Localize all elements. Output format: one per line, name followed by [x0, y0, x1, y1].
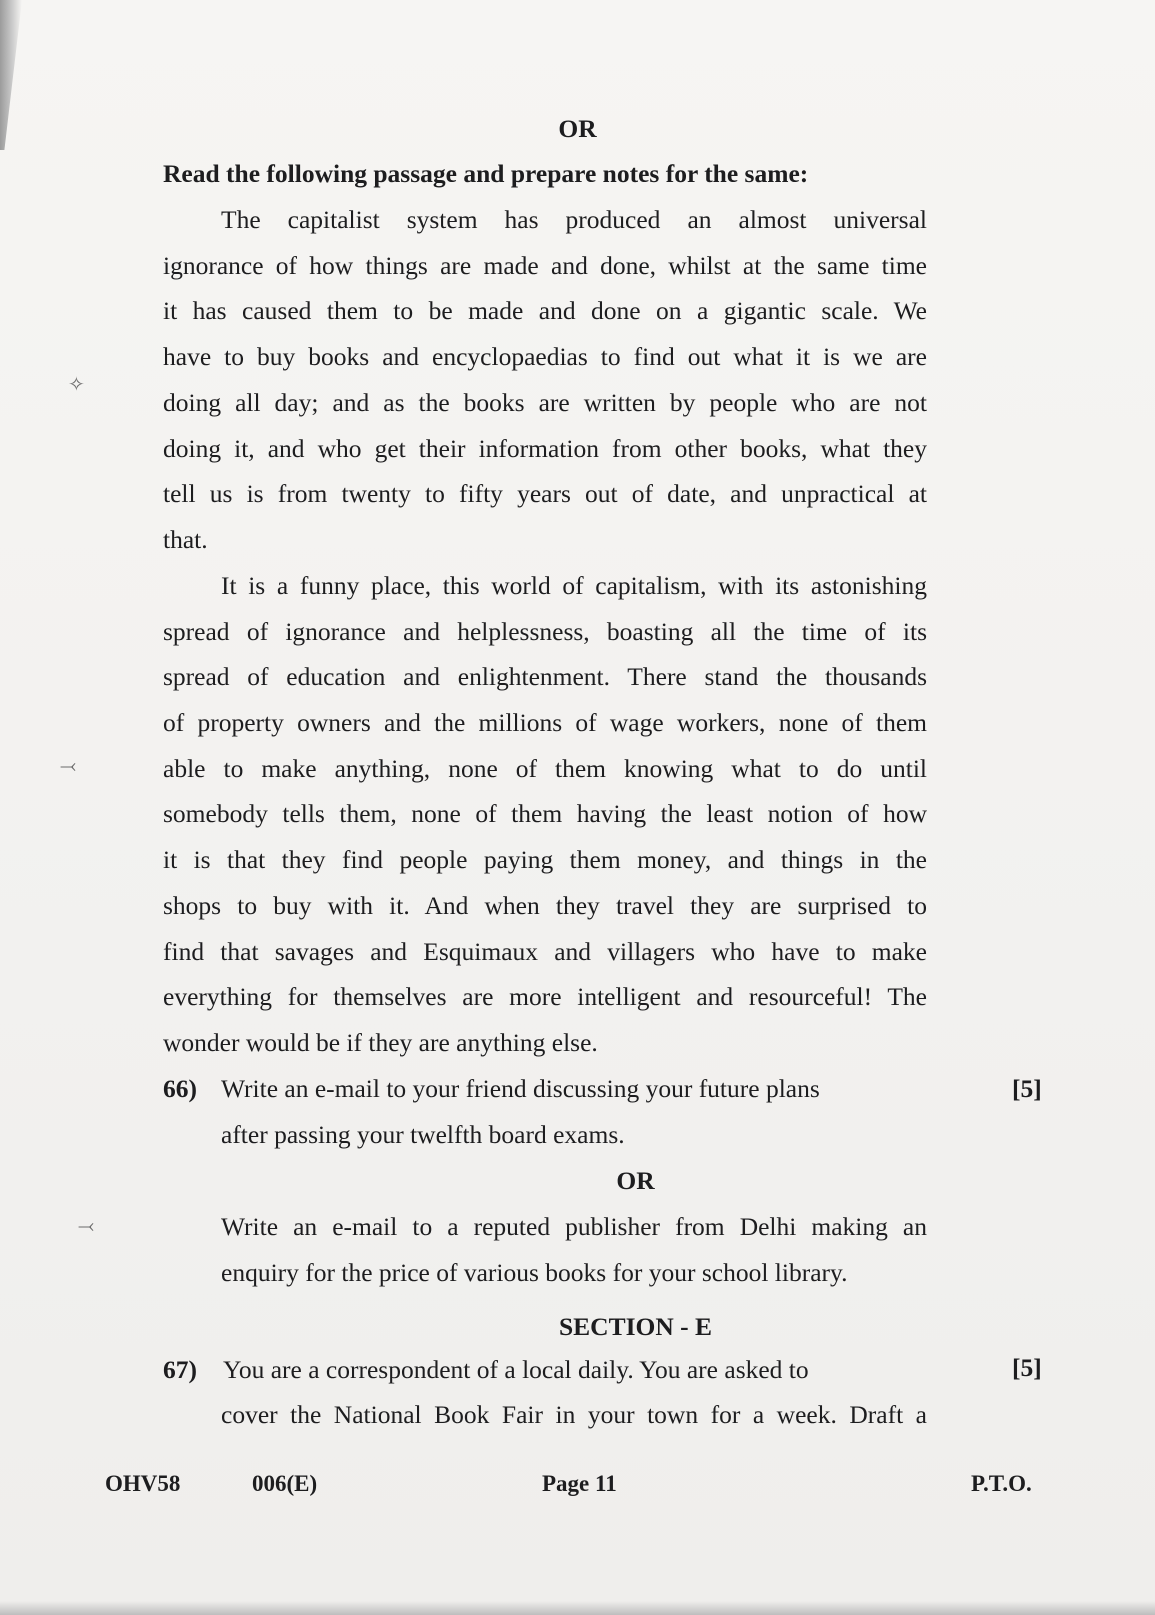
question-66-marks: [5]: [1012, 1074, 1042, 1103]
question-66-text: after passing your twelfth board exams.: [221, 1120, 625, 1149]
passage-line: spread of ignorance and helplessness, boasting all the time of its: [163, 617, 927, 646]
staple-mark: ⤙: [78, 1213, 94, 1237]
passage-line: doing all day; and as the books are written by people who are not: [163, 388, 927, 417]
page-number: Page 11: [542, 1471, 617, 1496]
passage-line: that.: [163, 525, 208, 554]
question-66-alt-text: Write an e-mail to a reputed publisher from Delhi making an: [221, 1212, 927, 1241]
question-number-66: 66): [163, 1074, 197, 1103]
question-67-text: You are a correspondent of a local daily. You are asked to: [223, 1355, 809, 1384]
notes-instruction: Read the following passage and prepare notes for the same:: [163, 159, 809, 188]
passage-line: It is a funny place, this world of capitalism, with its astonishing: [221, 571, 927, 600]
passage-line: it is that they find people paying them money, and things in the: [163, 845, 927, 874]
question-66-text: Write an e-mail to your friend discussing your future plans: [221, 1074, 820, 1103]
passage-line: of property owners and the millions of wage workers, none of them: [163, 708, 927, 737]
passage-line: everything for themselves are more intelligent and resourceful! The: [163, 982, 927, 1011]
or-divider: OR: [616, 1166, 655, 1195]
passage-line: somebody tells them, none of them having the least notion of how: [163, 799, 927, 828]
staple-mark: ⤙: [60, 753, 76, 777]
passage-line: doing it, and who get their information from other books, what they: [163, 434, 927, 463]
or-divider: OR: [558, 114, 597, 143]
passage-line: it has caused them to be made and done on a gigantic scale. We: [163, 296, 927, 325]
section-heading: SECTION - E: [558, 1312, 713, 1341]
question-67-marks: [5]: [1012, 1353, 1042, 1382]
question-67-text: cover the National Book Fair in your town for a week. Draft a: [221, 1400, 927, 1429]
passage-line: The capitalist system has produced an almost universal: [221, 205, 927, 234]
passage-line: find that savages and Esquimaux and villagers who have to make: [163, 937, 927, 966]
passage-line: able to make anything, none of them knowing what to do until: [163, 754, 927, 783]
passage-line: have to buy books and encyclopaedias to find out what it is we are: [163, 342, 927, 371]
passage-line: wonder would be if they are anything else.: [163, 1028, 598, 1057]
passage-line: tell us is from twenty to fifty years out of date, and unpractical at: [163, 479, 927, 508]
paper-code: OHV58: [105, 1471, 181, 1496]
pto-label: P.T.O.: [971, 1471, 1032, 1496]
question-66-alt-text: enquiry for the price of various books for your school library.: [221, 1258, 848, 1287]
passage-line: ignorance of how things are made and done, whilst at the same time: [163, 251, 927, 280]
passage-line: spread of education and enlightenment. There stand the thousands: [163, 662, 927, 691]
staple-mark: ✧: [68, 372, 85, 396]
page-bottom-shadow: [0, 1601, 1155, 1615]
question-number-67: 67): [163, 1355, 197, 1384]
passage-line: shops to buy with it. And when they travel they are surprised to: [163, 891, 927, 920]
subject-code: 006(E): [252, 1471, 318, 1496]
